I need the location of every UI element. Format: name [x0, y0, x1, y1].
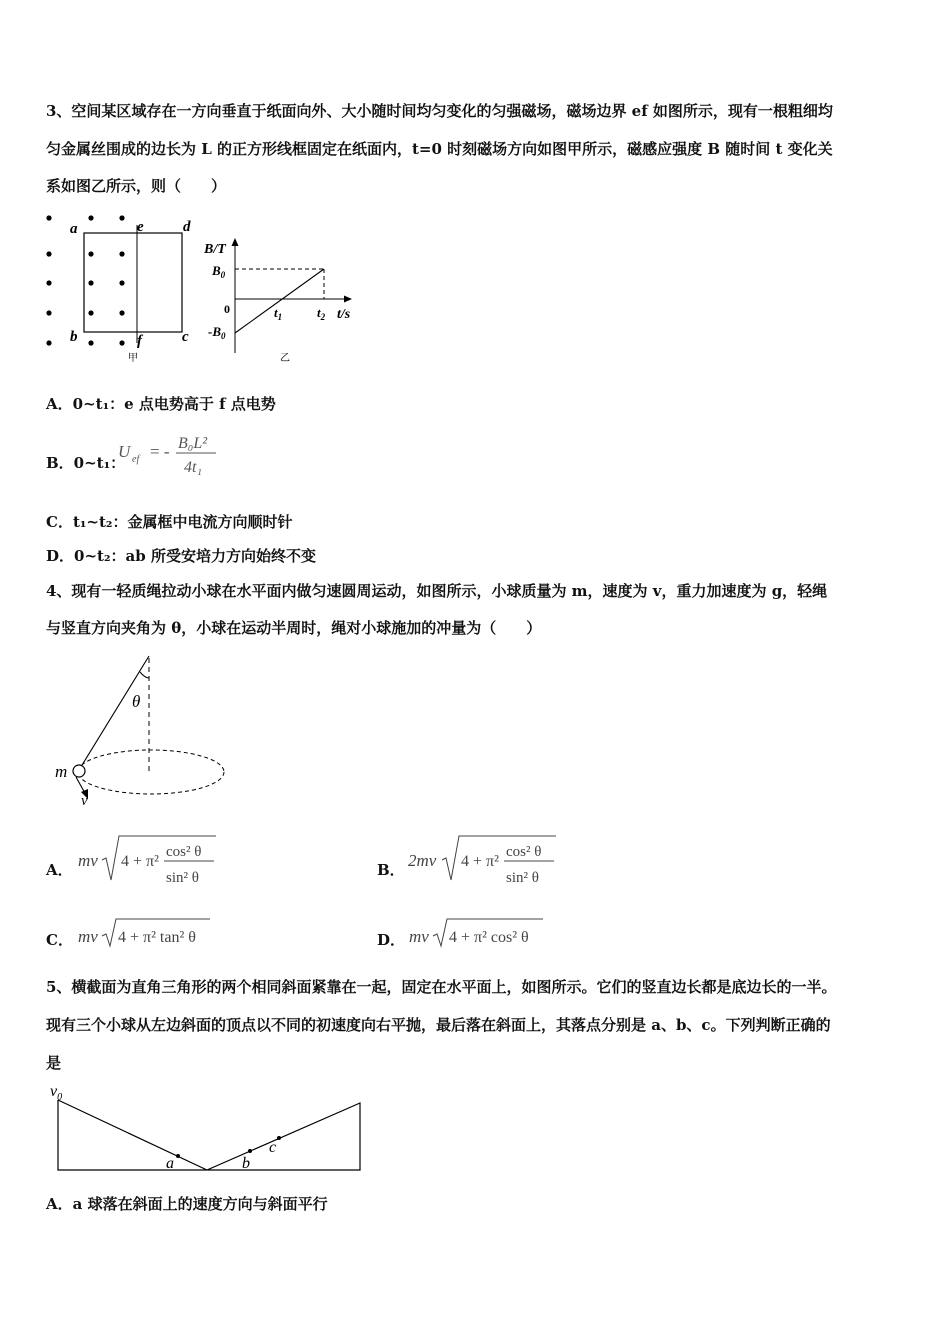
a-prefix: mv	[78, 851, 98, 870]
equals-minus: = -	[150, 442, 170, 461]
q3-figure-jia	[40, 205, 210, 370]
c-inner: 4 + π² tan² θ	[118, 929, 196, 946]
q5-stem-line2: 现有三个小球从左边斜面的顶点以不同的初速度向右平抛，最后落在斜面上，其落点分别是 a、b、c。下列判断正确的	[46, 1016, 831, 1034]
square-loop	[84, 233, 182, 332]
u-subscript: ef	[132, 454, 140, 465]
label-d: d	[183, 219, 191, 235]
q4-option-d-label[interactable]: D．	[377, 931, 406, 949]
q3-option-c[interactable]: C．t₁~t₂：金属框中电流方向顺时针	[46, 513, 293, 531]
q4-option-a-label[interactable]: A．	[46, 861, 73, 879]
neg-b0-label: -B	[208, 324, 221, 339]
b-prefix: 2mv	[408, 851, 437, 870]
y-axis-label: B/T	[204, 242, 226, 257]
u-symbol: U	[118, 442, 131, 461]
q5-stem-line3: 是	[46, 1054, 62, 1072]
q4-option-c-formula	[76, 916, 221, 950]
angle-arc	[140, 672, 149, 678]
q3-stem-line1: 3、空间某区域存在一方向垂直于纸面向外、大小随时间均匀变化的匀强磁场，磁场边界 ef 如图所示，现有一根粗细均	[46, 102, 833, 120]
label-f: f	[137, 333, 142, 349]
a-inner: 4 + π²	[121, 853, 159, 870]
label-a: a	[166, 1155, 174, 1172]
q3-option-a[interactable]: A．0~t₁：e 点电势高于 f 点电势	[46, 395, 276, 413]
q3-figure-yi-graph	[200, 235, 370, 370]
label-b: b	[242, 1155, 250, 1172]
point-c	[277, 1136, 281, 1140]
t1-sub: 1	[277, 312, 283, 322]
b0-label: B	[212, 263, 221, 278]
d-inner: 4 + π² cos² θ	[449, 929, 529, 946]
caption-jia: 甲	[128, 353, 138, 364]
magnetic-field-dots	[46, 215, 124, 345]
b-numerator: B₀L²	[178, 435, 208, 452]
svg-text:v0	[50, 1083, 62, 1103]
c-prefix: mv	[78, 927, 98, 946]
q3-option-d[interactable]: D．0~t₂：ab 所受安培力方向始终不变	[46, 547, 316, 565]
ball	[73, 765, 85, 777]
q4-stem-line2: 与竖直方向夹角为 θ，小球在运动半周时，绳对小球施加的冲量为（ ）	[46, 619, 542, 637]
q5-double-incline-figure	[45, 1078, 375, 1178]
q3-option-b-formula	[116, 426, 236, 484]
b-line	[235, 269, 324, 333]
b-numerator: cos² θ	[506, 844, 542, 860]
t2-sub: 2	[320, 312, 326, 322]
label-a: a	[70, 221, 78, 237]
label-c: c	[182, 329, 189, 345]
v-label: v	[81, 793, 88, 809]
svg-text:t2	[317, 305, 326, 322]
m-label: m	[55, 762, 68, 781]
q3-stem-line3: 系如图乙所示，则（ ）	[46, 177, 227, 195]
b-denominator: 4t₁	[184, 459, 203, 476]
q5-option-a[interactable]: A．a 球落在斜面上的速度方向与斜面平行	[46, 1195, 328, 1213]
a-denominator: sin² θ	[166, 870, 199, 886]
q4-option-b-formula	[406, 834, 561, 890]
a-numerator: cos² θ	[166, 844, 202, 860]
label-e: e	[137, 219, 144, 235]
inclines	[58, 1100, 360, 1170]
t1-label: t	[274, 305, 278, 320]
q4-stem-line1: 4、现有一轻质绳拉动小球在水平面内做匀速圆周运动，如图所示，小球质量为 m，速度为 v，重力加速度为 g，轻绳	[46, 582, 828, 600]
label-c: c	[269, 1139, 277, 1156]
caption-yi: 乙	[280, 353, 290, 364]
v0-sub: 0	[57, 1092, 63, 1103]
v0-label: v	[50, 1083, 58, 1100]
svg-text:t1	[274, 305, 282, 322]
circular-path	[78, 750, 224, 794]
q4-conical-pendulum-figure	[50, 650, 240, 810]
x-axis-label: t/s	[337, 307, 351, 322]
rope	[79, 656, 149, 770]
origin-label: 0	[224, 302, 230, 316]
t2-label: t	[317, 305, 321, 320]
q4-option-d-formula	[407, 916, 552, 950]
point-a	[176, 1154, 180, 1158]
theta-label: θ	[132, 692, 141, 711]
svg-text:-B0	[208, 324, 226, 341]
b0-sub: 0	[220, 270, 226, 280]
neg-b0-sub: 0	[221, 331, 226, 341]
q3-option-b-label[interactable]: B．0~t₁：	[46, 454, 126, 472]
q4-option-b-label[interactable]: B．	[377, 861, 405, 879]
q4-option-c-label[interactable]: C．	[46, 931, 73, 949]
label-b: b	[70, 329, 78, 345]
d-prefix: mv	[409, 927, 429, 946]
point-b	[248, 1149, 252, 1153]
q3-stem-line2: 匀金属丝围成的边长为 L 的正方形线框固定在纸面内，t=0 时刻磁场方向如图甲所示，磁感应强度 B 随时间 t 变化关	[46, 140, 833, 158]
svg-text:B0	[211, 263, 226, 280]
b-denominator: sin² θ	[506, 870, 539, 886]
q5-stem-line1: 5、横截面为直角三角形的两个相同斜面紧靠在一起，固定在水平面上，如图所示。它们的竖直边长都是底边长的一半。	[46, 978, 837, 996]
b-inner: 4 + π²	[461, 853, 499, 870]
q4-option-a-formula	[76, 834, 221, 890]
